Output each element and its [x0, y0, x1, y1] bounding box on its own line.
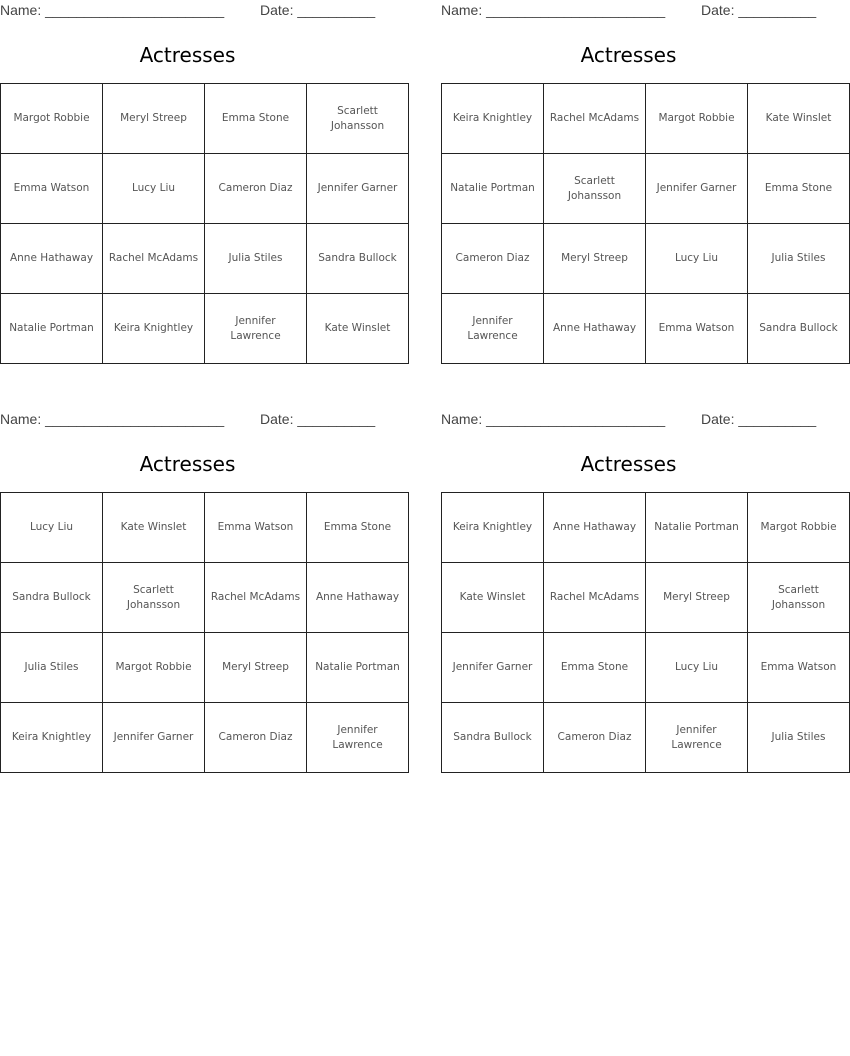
grid-cell[interactable]: Jennifer Garner	[307, 154, 409, 224]
grid-cell[interactable]: Emma Stone	[748, 154, 850, 224]
grid-cell[interactable]: Scarlett Johansson	[748, 563, 850, 633]
grid-cell[interactable]: Julia Stiles	[748, 224, 850, 294]
grid-cell[interactable]: Anne Hathaway	[544, 294, 646, 364]
grid-cell[interactable]: Sandra Bullock	[748, 294, 850, 364]
grid-row	[442, 154, 850, 224]
grid-cell[interactable]: Emma Watson	[748, 633, 850, 703]
grid-cell[interactable]: Sandra Bullock	[442, 703, 544, 773]
grid-row	[1, 294, 409, 364]
grid-cell[interactable]: Jennifer Garner	[646, 154, 748, 224]
card-header	[0, 0, 375, 22]
card-title: Actresses	[139, 43, 236, 67]
grid-cell[interactable]: Anne Hathaway	[544, 493, 646, 563]
card-header	[441, 409, 816, 431]
grid-cell[interactable]: Natalie Portman	[307, 633, 409, 703]
date-field[interactable]: Date: __________	[260, 2, 376, 18]
grid-cell[interactable]: Rachel McAdams	[205, 563, 307, 633]
grid-cell[interactable]: Jennifer Garner	[103, 703, 205, 773]
grid-cell[interactable]: Jennifer Garner	[442, 633, 544, 703]
grid-cell[interactable]: Lucy Liu	[1, 493, 103, 563]
date-field[interactable]: Date: __________	[260, 411, 376, 427]
grid-row	[1, 224, 409, 294]
name-field[interactable]: Name: _______________________	[441, 2, 666, 18]
grid-cell[interactable]: Margot Robbie	[748, 493, 850, 563]
grid-cell[interactable]: Cameron Diaz	[442, 224, 544, 294]
card-title: Actresses	[580, 452, 677, 476]
grid-cell[interactable]: Kate Winslet	[442, 563, 544, 633]
grid-row	[1, 84, 409, 154]
grid-cell[interactable]: Emma Stone	[307, 493, 409, 563]
bingo-card	[441, 409, 837, 751]
grid-cell[interactable]: Lucy Liu	[103, 154, 205, 224]
name-field[interactable]: Name: _______________________	[441, 411, 666, 427]
grid-cell[interactable]: Anne Hathaway	[307, 563, 409, 633]
grid-cell[interactable]: Lucy Liu	[646, 633, 748, 703]
grid-cell[interactable]: Emma Stone	[544, 633, 646, 703]
grid-cell[interactable]: Jennifer Lawrence	[307, 703, 409, 773]
grid-cell[interactable]: Sandra Bullock	[307, 224, 409, 294]
bingo-card	[441, 0, 838, 342]
grid-row	[1, 633, 409, 703]
card-header	[441, 0, 816, 22]
date-field[interactable]: Date: __________	[701, 411, 817, 427]
card-title: Actresses	[139, 452, 236, 476]
grid-row	[442, 563, 850, 633]
grid-cell[interactable]: Kate Winslet	[748, 84, 850, 154]
grid-row	[1, 563, 409, 633]
bingo-grid	[0, 83, 409, 364]
grid-cell[interactable]: Cameron Diaz	[205, 703, 307, 773]
grid-row	[442, 294, 850, 364]
grid-cell[interactable]: Scarlett Johansson	[103, 563, 205, 633]
grid-row	[442, 493, 850, 563]
card-header	[0, 409, 375, 431]
grid-cell[interactable]: Natalie Portman	[1, 294, 103, 364]
date-field[interactable]: Date: __________	[701, 2, 817, 18]
grid-cell[interactable]: Keira Knightley	[442, 84, 544, 154]
grid-cell[interactable]: Emma Watson	[1, 154, 103, 224]
grid-cell[interactable]: Julia Stiles	[748, 703, 850, 773]
grid-cell[interactable]: Keira Knightley	[442, 493, 544, 563]
grid-cell[interactable]: Emma Watson	[646, 294, 748, 364]
grid-cell[interactable]: Margot Robbie	[103, 633, 205, 703]
grid-cell[interactable]: Meryl Streep	[103, 84, 205, 154]
grid-cell[interactable]: Jennifer Lawrence	[646, 703, 748, 773]
bingo-grid	[441, 83, 850, 364]
grid-cell[interactable]: Lucy Liu	[646, 224, 748, 294]
grid-cell[interactable]: Emma Watson	[205, 493, 307, 563]
grid-cell[interactable]: Julia Stiles	[1, 633, 103, 703]
bingo-card	[0, 409, 400, 751]
grid-cell[interactable]: Sandra Bullock	[1, 563, 103, 633]
grid-row	[442, 703, 850, 773]
grid-row	[1, 493, 409, 563]
bingo-grid	[441, 492, 850, 773]
grid-row	[442, 224, 850, 294]
grid-cell[interactable]: Margot Robbie	[646, 84, 748, 154]
grid-cell[interactable]: Meryl Streep	[205, 633, 307, 703]
grid-cell[interactable]: Kate Winslet	[307, 294, 409, 364]
grid-cell[interactable]: Emma Stone	[205, 84, 307, 154]
grid-cell[interactable]: Rachel McAdams	[103, 224, 205, 294]
grid-cell[interactable]: Julia Stiles	[205, 224, 307, 294]
grid-cell[interactable]: Meryl Streep	[646, 563, 748, 633]
grid-cell[interactable]: Keira Knightley	[103, 294, 205, 364]
name-field[interactable]: Name: _______________________	[0, 2, 225, 18]
grid-cell[interactable]: Kate Winslet	[103, 493, 205, 563]
bingo-grid	[0, 492, 409, 773]
grid-cell[interactable]: Rachel McAdams	[544, 563, 646, 633]
grid-cell[interactable]: Scarlett Johansson	[307, 84, 409, 154]
bingo-card	[0, 0, 398, 342]
grid-cell[interactable]: Meryl Streep	[544, 224, 646, 294]
name-field[interactable]: Name: _______________________	[0, 411, 225, 427]
grid-cell[interactable]: Cameron Diaz	[205, 154, 307, 224]
grid-cell[interactable]: Anne Hathaway	[1, 224, 103, 294]
grid-cell[interactable]: Natalie Portman	[646, 493, 748, 563]
card-title: Actresses	[580, 43, 677, 67]
grid-cell[interactable]: Jennifer Lawrence	[205, 294, 307, 364]
grid-row	[1, 703, 409, 773]
grid-cell[interactable]: Natalie Portman	[442, 154, 544, 224]
grid-cell[interactable]: Margot Robbie	[1, 84, 103, 154]
grid-row	[442, 633, 850, 703]
grid-cell[interactable]: Cameron Diaz	[544, 703, 646, 773]
grid-cell[interactable]: Rachel McAdams	[544, 84, 646, 154]
grid-row	[1, 154, 409, 224]
grid-cell[interactable]: Jennifer Lawrence	[442, 294, 544, 364]
grid-cell[interactable]: Scarlett Johansson	[544, 154, 646, 224]
grid-row	[442, 84, 850, 154]
grid-cell[interactable]: Keira Knightley	[1, 703, 103, 773]
